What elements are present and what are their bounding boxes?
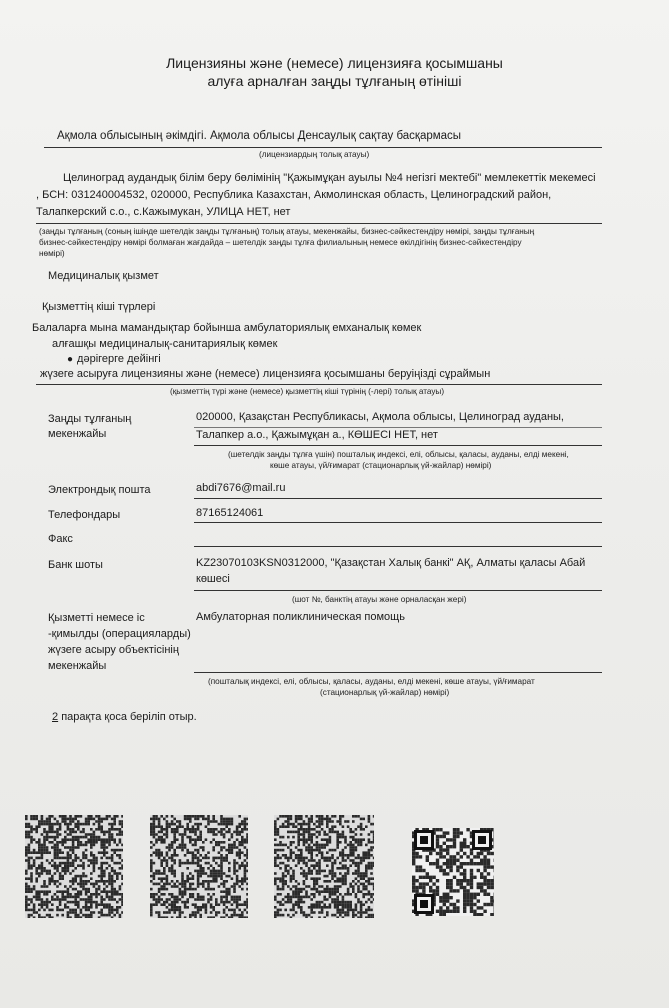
activity-subtype-item1: Балаларға мына мамандықтар бойынша амбулаториялық емханалық көмек [32,322,422,334]
legal-address-caption1: (шетелдік заңды тұлға үшін) пошталық индексі, елі, облысы, қаласы, ауданы, елді мекені, [228,450,569,459]
legal-address-underline2 [194,445,602,446]
legal-address-caption2: көше атауы, үй/ғимарат (стационарлық үй-жайлар) нөмірі) [270,461,492,470]
legal-address-value1: 020000, Қазақстан Республикасы, Ақмола облысы, Целиноград ауданы, [196,411,564,423]
bank-underline [194,590,602,591]
attachments-count: 2 [52,711,59,723]
qr-code [412,828,494,916]
activity-subtypes-label: Қызметтің кіші түрлері [42,301,156,313]
object-address-label4: мекенжайы [48,660,107,672]
bank-value1: KZ23070103KSN0312000, "Қазақстан Халық банкі" АҚ, Алматы қаласы Абай [196,557,586,569]
email-underline [194,498,602,499]
applicant-caption2: бизнес-сәйкестендіру нөмірі болмаған жағдайда – шетелдік заңды тұлға филиалының немесе өкілдігінің бизнес-сәйкестендіру [39,238,522,247]
activity-underline [36,384,602,385]
activity-request: жүзеге асыруға лицензияны және (немесе) лицензияға қосымшаны беруіңізді сұраймын [40,368,491,380]
object-address-underline [194,672,602,673]
legal-address-underline1 [194,427,602,428]
datamatrix-code-1 [25,815,123,918]
phones-underline [194,522,602,523]
document-title-line1: Лицензияны және (немесе) лицензияға қосымшаны [166,55,503,71]
applicant-caption1: (заңды тұлғаның (соның ішінде шетелдік заңды тұлғаның) толық атауы, мекенжайы, бизнес-сәйкестендіру нөмірі, заңды тұлғаның [39,227,535,236]
licensor-caption: (лицензиардың толық атауы) [259,150,370,159]
licensor-underline [44,147,602,148]
activity-caption: (қызметтің түрі және (немесе) қызметтің кіші түрінің (-лері) толық атауы) [170,387,445,396]
licensor-name: Ақмола облысының әкімдігі. Ақмола облысы Денсаулық сақтау басқармасы [57,130,462,142]
activity-subtype-item3-label: дәрігерге дейінгі [77,353,161,365]
legal-address-label1: Заңды тұлғаның [48,413,132,425]
attachments-note [52,711,197,723]
document-title-line2: алуға арналған заңды тұлғаның өтініші [207,73,462,89]
applicant-underline [36,223,602,224]
object-address-label3: жүзеге асыру объектісінің [48,644,179,656]
phones-label: Телефондары [48,509,121,521]
legal-address-value2: Талапкер а.о., Қажымұқан а., КӨШЕСІ НЕТ, нет [196,429,438,441]
object-address-caption1: (пошталық индексі, елі, облысы, қаласы, ауданы, елді мекені, көше атауы, үй/ғимарат [208,677,535,686]
object-address-label1: Қызметті немесе іс [48,612,145,624]
bullet-icon: ● [67,354,74,365]
activity-subtype-item3 [67,353,161,365]
legal-address-label2: мекенжайы [48,428,107,440]
phones-value: 87165124061 [196,507,264,519]
fax-underline [194,546,602,547]
object-address-label2: -қимылды (операцияларды) [48,628,191,640]
email-label: Электрондық пошта [48,484,151,496]
bank-value2: көшесі [196,573,230,585]
datamatrix-code-3 [274,815,374,918]
email-value: abdi7676@mail.ru [196,482,286,494]
attachments-text: парақта қоса беріліп отыр. [61,711,197,723]
object-address-caption2: (стационарлық үй-жайлар) нөмірі) [320,688,450,697]
applicant-line2: , БСН: 031240004532, 020000, Республика Казахстан, Акмолинская область, Целиноградский район, [36,189,552,201]
fax-label: Факс [48,533,73,545]
datamatrix-code-2 [150,815,248,918]
applicant-caption3: нөмірі) [39,249,65,258]
activity-subtype-item2: алғашқы медициналық-санитариялық көмек [52,338,278,350]
activity-name: Медициналық қызмет [48,270,159,282]
object-address-value: Амбулаторная поликлиническая помощь [196,611,405,623]
applicant-line1: Целиноград аудандық білім беру бөлімінің "Қажымұқан ауылы №4 негізгі мектебі" мемлекеттік мекемесі [63,172,596,184]
bank-label: Банк шоты [48,559,103,571]
bank-caption: (шот №, банктің атауы және орналасқан жері) [292,595,467,604]
applicant-line3: Талапкерский с.о., с.Кажымукан, УЛИЦА НЕТ, нет [36,206,291,218]
